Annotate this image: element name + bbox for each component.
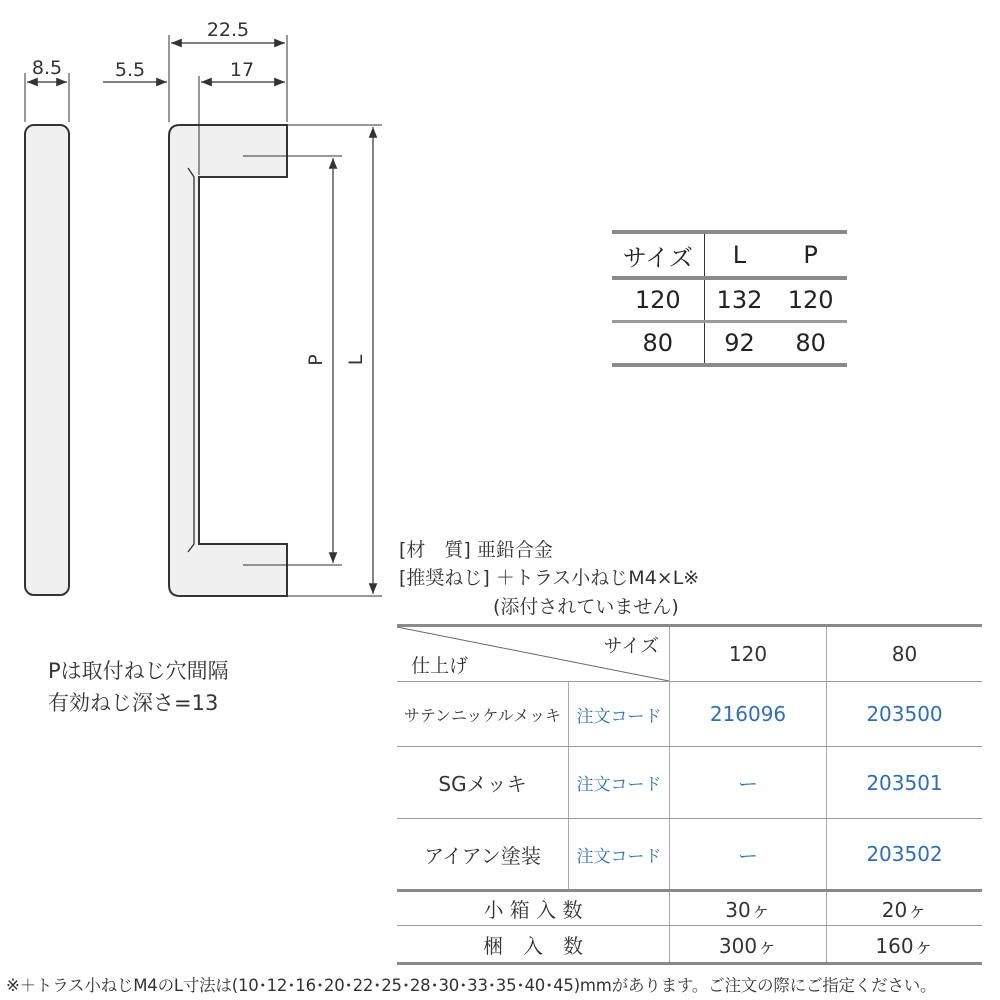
thread-depth-note: 有効ねじ深さ=13 — [48, 691, 219, 715]
size-header-l: L — [704, 234, 775, 276]
carton-label: 梱 入 数 — [483, 933, 583, 958]
handle-side-view — [169, 125, 287, 596]
size-cell: 120 — [634, 286, 681, 314]
dim-width-label: 8.5 — [31, 57, 63, 79]
size-cell: 120 — [787, 286, 834, 314]
dim-pitch-label: P — [305, 354, 327, 366]
size-table-row — [612, 323, 847, 363]
code-label: 注文コード — [568, 682, 669, 746]
size-header-p: P — [803, 241, 818, 269]
small-box-qty: 30ヶ — [669, 892, 826, 925]
size-table — [612, 230, 847, 367]
order-code: 203501 — [826, 747, 982, 818]
dim-overall-depth-label: 22.5 — [206, 19, 250, 41]
order-code: ー — [669, 747, 826, 818]
finish-header: 仕上げ — [411, 655, 469, 677]
screw-not-included-note: (添付されていません) — [493, 596, 679, 618]
dim-offset-label: 5.5 — [114, 59, 146, 81]
size-cell: 132 — [704, 280, 775, 320]
table-row — [397, 746, 982, 818]
size-table-header — [612, 234, 847, 276]
finish-cell: サテンニッケルメッキ — [403, 705, 562, 725]
order-code: ー — [669, 819, 826, 889]
code-label: 注文コード — [568, 819, 669, 889]
carton-row — [397, 925, 982, 962]
small-box-label: 小 箱 入 数 — [483, 898, 583, 922]
size-cell: 80 — [642, 329, 674, 357]
finish-cell: SGメッキ — [438, 772, 527, 796]
small-box-row — [397, 889, 982, 925]
size-col-120: 120 — [669, 627, 826, 681]
footnote: ※＋トラス小ねじM4のL寸法は(10･12･16･20･22･25･28･30･33･35･40･45)mmがあります。ご注文の際にご指定ください。 — [6, 976, 937, 995]
size-cell: 80 — [795, 329, 826, 357]
finish-cell: アイアン塗装 — [424, 843, 541, 868]
order-table — [397, 624, 982, 965]
size-col-80: 80 — [826, 627, 982, 681]
pitch-note: Pは取付ねじ穴間隔 — [48, 659, 229, 683]
order-code: 203500 — [826, 682, 982, 746]
material-note: [材 質] 亜鉛合金 — [399, 539, 553, 561]
diagonal-header-cell — [397, 627, 669, 681]
dim-inner-depth-label: 17 — [229, 59, 255, 81]
order-code: 216096 — [669, 682, 826, 746]
size-header-size: サイズ — [622, 243, 693, 272]
size-cell: 92 — [704, 323, 775, 363]
size-table-row — [612, 280, 847, 320]
order-code: 203502 — [826, 819, 982, 889]
handle-front-view — [25, 125, 69, 595]
size-header: サイズ — [603, 635, 659, 657]
small-box-qty: 20ヶ — [826, 892, 982, 925]
dim-length-label: L — [345, 354, 367, 366]
table-row — [397, 681, 982, 746]
table-row — [397, 818, 982, 889]
screw-note: [推奨ねじ] ＋トラス小ねじM4×L※ — [399, 567, 700, 589]
carton-qty: 160ヶ — [826, 926, 982, 962]
order-table-header — [397, 624, 982, 681]
code-label: 注文コード — [568, 747, 669, 818]
carton-qty: 300ヶ — [669, 926, 826, 962]
